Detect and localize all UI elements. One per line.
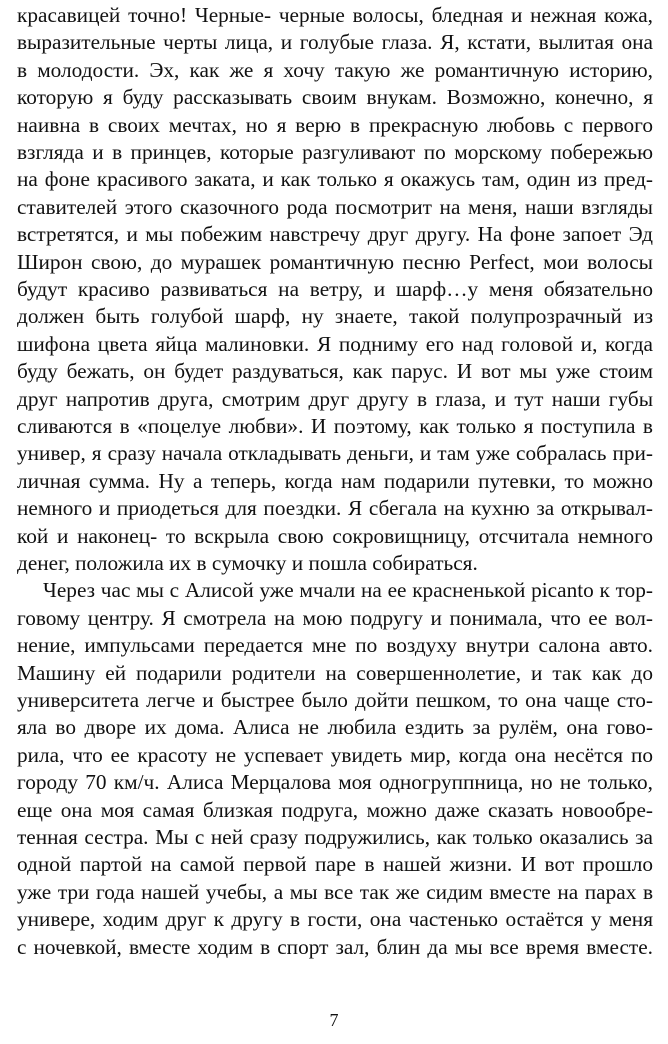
text-line: буду бежать, он будет раздуваться, как парус. И вот мы уже стоим bbox=[17, 359, 653, 384]
text-line: городу 70 км/ч. Алиса Мерцалова моя одногруппница, но не только, bbox=[17, 770, 653, 795]
text-line: которую я буду рассказывать своим внукам. Возможно, конечно, я bbox=[17, 85, 653, 110]
text-line: тенная сестра. Мы с ней сразу подружились, как только оказались за bbox=[17, 825, 653, 849]
text-line: взгляда и в принцев, которые разгуливают по морскому побережью bbox=[17, 140, 653, 164]
text-line: ставителей этого сказочного рода посмотрит на меня, наши взгляды bbox=[17, 194, 653, 219]
text-line: Через час мы с Алисой уже мчали на ее красненькой picanto к тор- bbox=[43, 578, 653, 603]
text-line: красавицей точно! Черные- черные волосы, бледная и нежная кожа, bbox=[17, 3, 653, 27]
text-line: должен быть голубой шарф, ну знаете, такой полупрозрачный из bbox=[17, 304, 653, 329]
text-line: Широн свою, до мурашек романтичную песню Perfect, мои волосы bbox=[17, 249, 653, 274]
text-line: немного и приодеться для поездки. Я сбегала на кухню за открывал- bbox=[17, 496, 653, 521]
text-line: универ, я сразу начала откладывать деньги, и там уже собралась при- bbox=[17, 441, 653, 466]
text-line: универе, ходим друг к другу в гости, она частенько остаётся у меня bbox=[17, 907, 653, 932]
text-line: одной партой на самой первой паре в нашей жизни. И вот прошло bbox=[17, 852, 653, 877]
text-line: сливаются в «поцелуе любви». И поэтому, как только я поступила в bbox=[17, 414, 653, 438]
text-line: яла во дворе их дома. Алиса не любила ездить за рулём, она гово- bbox=[17, 715, 653, 740]
text-line: личная сумма. Ну а теперь, когда нам подарили путевки, то можно bbox=[17, 468, 653, 493]
text-line: выразительные черты лица, и голубые глаза. Я, кстати, вылитая она bbox=[17, 30, 653, 55]
text-line: еще она моя самая близкая подруга, можно даже сказать новообре- bbox=[17, 797, 653, 822]
page-number: 7 bbox=[329, 1010, 339, 1030]
text-line: уже три года нашей учебы, а мы все так же сидим вместе на парах в bbox=[17, 879, 653, 904]
text-line: кой и наконец- то вскрыла свою сокровищницу, отсчитала немного bbox=[17, 523, 653, 548]
text-line: с ночевкой, вместе ходим в спорт зал, блин да мы все время вместе. bbox=[17, 934, 653, 959]
text-line: на фоне красивого заката, и как только я окажусь там, один из пред- bbox=[17, 167, 653, 192]
text-line: университета легче и быстрее было дойти пешком, то она чаще сто- bbox=[17, 688, 653, 712]
text-line: Машину ей подарили родители на совершеннолетие, и так как до bbox=[17, 660, 653, 685]
text-line: друг напротив друга, смотрим друг другу в глаза, и тут наши губы bbox=[17, 386, 653, 411]
text-line: в молодости. Эх, как же я хочу такую же романтичную историю, bbox=[17, 57, 653, 82]
text-line: нение, импульсами передается мне по воздуху внутри салона авто. bbox=[17, 633, 653, 658]
text-line: встретятся, и мы побежим навстречу друг другу. На фоне запоет Эд bbox=[17, 222, 653, 247]
text-line: денег, положила их в сумочку и пошла собираться. bbox=[17, 551, 478, 575]
text-line: шифона цвета яйца малиновки. Я подниму его над головой и, когда bbox=[17, 331, 653, 356]
text-line: говому центру. Я смотрела на мою подругу и понимала, что ее вол- bbox=[17, 605, 653, 630]
text-line: наивна в своих мечтах, но я верю в прекрасную любовь с первого bbox=[17, 112, 653, 137]
text-line: рила, что ее красоту не успевает увидеть мир, когда она несётся по bbox=[17, 742, 653, 767]
text-line: будут красиво развиваться на ветру, и шарф…у меня обязательно bbox=[17, 277, 653, 301]
